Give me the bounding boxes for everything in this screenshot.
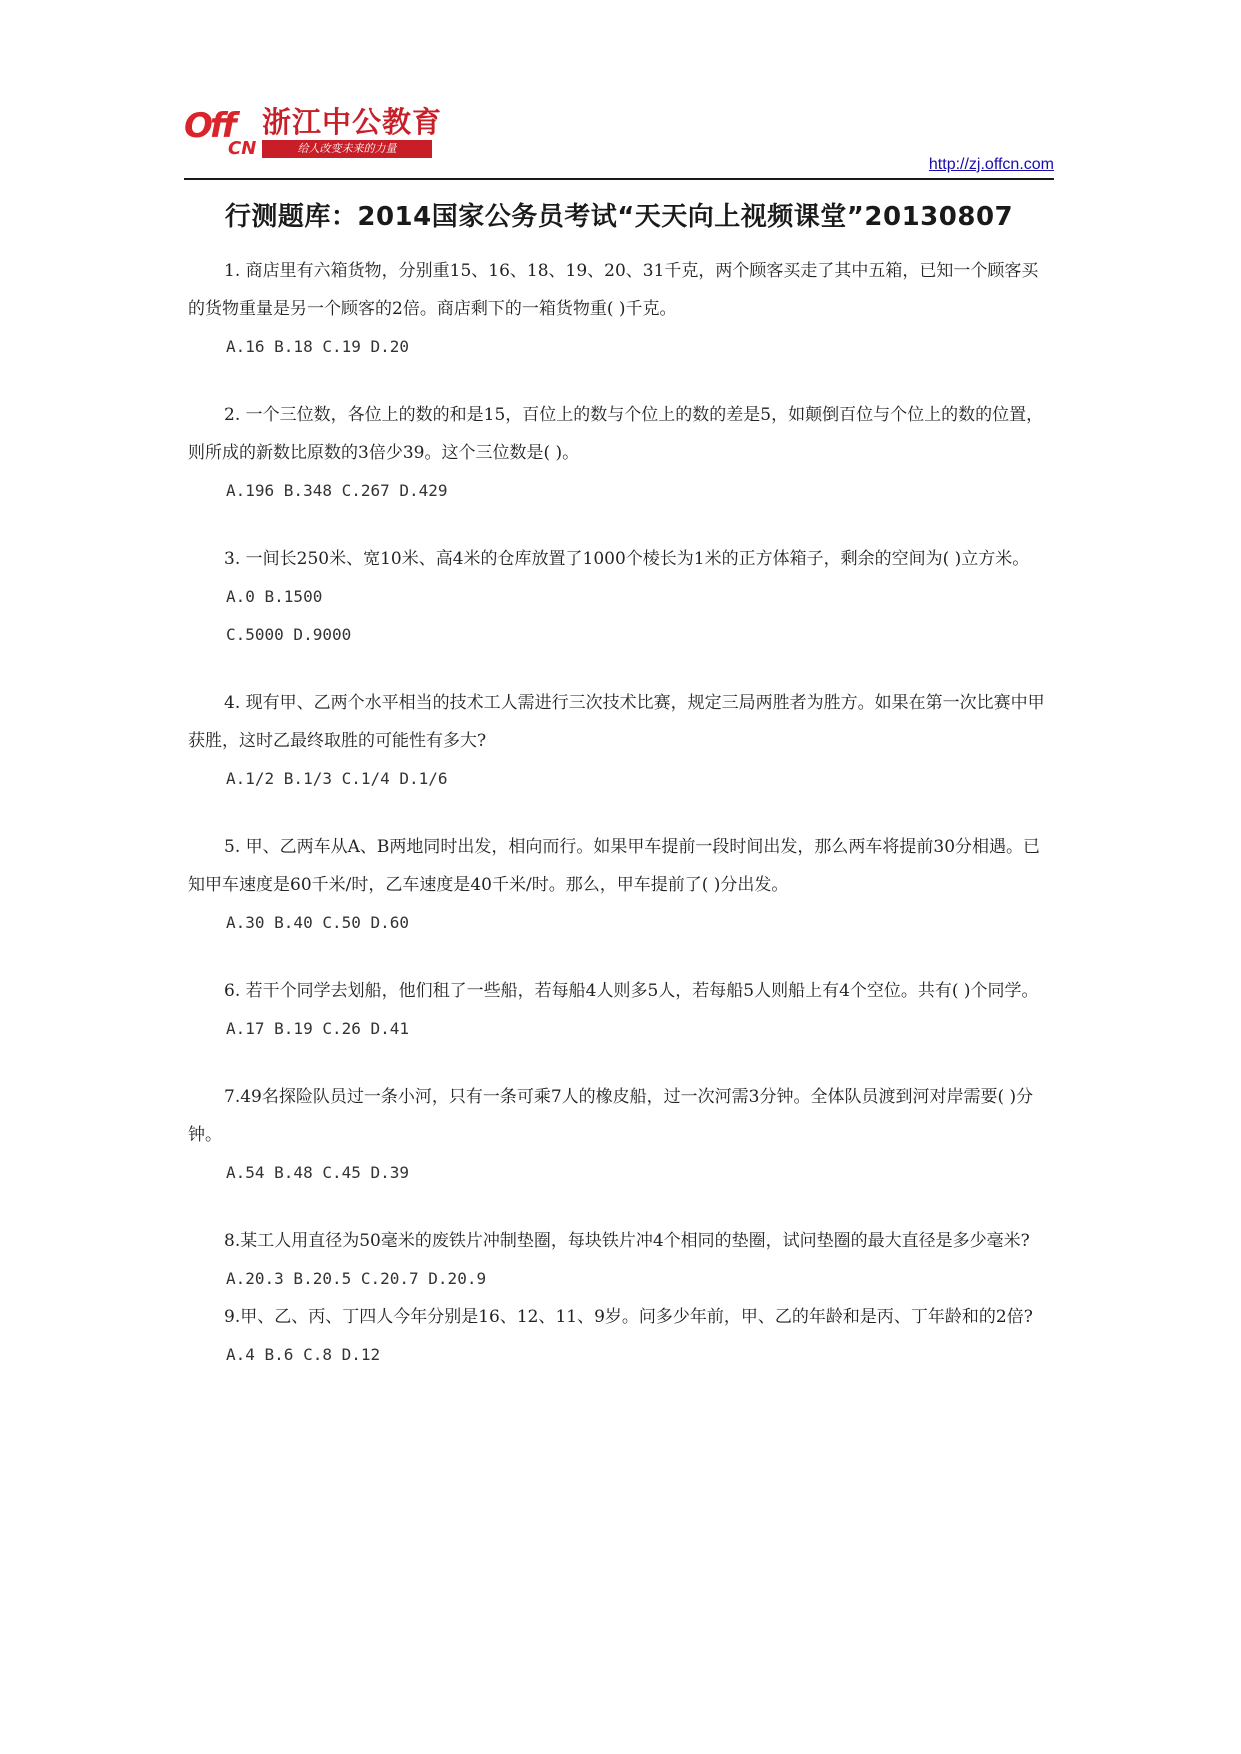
question-text: 5. 甲、乙两车从A、B两地同时出发，相向而行。如果甲车提前一段时间出发，那么两车将提前30分相遇。已知甲车速度是60千米/时，乙车速度是40千米/时。那么，甲车提前了( )分出发。 bbox=[188, 837, 1041, 895]
question-options: C.5000 D.9000 bbox=[226, 625, 352, 644]
question-text: 6. 若干个同学去划船，他们租了一些船，若每船4人则多5人，若每船5人则船上有4个空位。共有( )个同学。 bbox=[224, 981, 1039, 1001]
question-options: A.30 B.40 C.50 D.60 bbox=[226, 913, 410, 932]
question-text: 1. 商店里有六箱货物，分别重15、16、18、19、20、31千克，两个顾客买走了其中五箱，已知一个顾客买的货物重量是另一个顾客的2倍。商店剩下的一箱货物重( )千克。 bbox=[188, 261, 1039, 319]
question-options: A.17 B.19 C.26 D.41 bbox=[226, 1019, 410, 1038]
site-url-link[interactable]: http://zj.offcn.com bbox=[928, 156, 1054, 173]
question-text: 8.某工人用直径为50毫米的废铁片冲制垫圈，每块铁片冲4个相同的垫圈，试问垫圈的最大直径是多少毫米? bbox=[224, 1231, 1030, 1251]
question-text: 7.49名探险队员过一条小河，只有一条可乘7人的橡皮船，过一次河需3分钟。全体队员渡到河对岸需要( )分钟。 bbox=[188, 1087, 1034, 1145]
page-title: 行测题库：2014国家公务员考试“天天向上视频课堂”20130807 bbox=[224, 202, 1014, 232]
question-9 bbox=[188, 1298, 1054, 1374]
question-7 bbox=[188, 1078, 1054, 1192]
question-options: A.0 B.1500 bbox=[226, 587, 323, 606]
question-options: A.196 B.348 C.267 D.429 bbox=[226, 481, 448, 500]
offcn-logo bbox=[184, 100, 444, 170]
question-6 bbox=[188, 972, 1054, 1048]
question-options: A.16 B.18 C.19 D.20 bbox=[226, 337, 410, 356]
question-1 bbox=[188, 252, 1054, 366]
question-options: A.4 B.6 C.8 D.12 bbox=[226, 1345, 381, 1364]
question-options: A.1/2 B.1/3 C.1/4 D.1/6 bbox=[226, 769, 448, 788]
question-2 bbox=[188, 396, 1054, 510]
question-text: 9.甲、乙、丙、丁四人今年分别是16、12、11、9岁。问多少年前，甲、乙的年龄和是丙、丁年龄和的2倍? bbox=[224, 1307, 1033, 1327]
brand-slogan: 给人改变未来的力量 bbox=[262, 140, 432, 158]
header-divider bbox=[184, 178, 1054, 180]
question-8 bbox=[188, 1222, 1054, 1298]
question-text: 3. 一间长250米、宽10米、高4米的仓库放置了1000个棱长为1米的正方体箱子，剩余的空间为( )立方米。 bbox=[224, 549, 1030, 569]
question-options: A.54 B.48 C.45 D.39 bbox=[226, 1163, 410, 1182]
brand-name: 浙江中公教育 bbox=[262, 105, 443, 139]
question-text: 2. 一个三位数，各位上的数的和是15，百位上的数与个位上的数的差是5，如颠倒百位与个位上的数的位置，则所成的新数比原数的3倍少39。这个三位数是( )。 bbox=[188, 405, 1044, 463]
question-5 bbox=[188, 828, 1054, 942]
question-list bbox=[188, 252, 1054, 1404]
question-3 bbox=[188, 540, 1054, 654]
logo-mark: Off CN bbox=[184, 106, 257, 159]
question-options: A.20.3 B.20.5 C.20.7 D.20.9 bbox=[226, 1269, 487, 1288]
question-4 bbox=[188, 684, 1054, 798]
page-header bbox=[184, 78, 1054, 178]
question-text: 4. 现有甲、乙两个水平相当的技术工人需进行三次技术比赛，规定三局两胜者为胜方。如果在第一次比赛中甲获胜，这时乙最终取胜的可能性有多大? bbox=[188, 693, 1045, 751]
